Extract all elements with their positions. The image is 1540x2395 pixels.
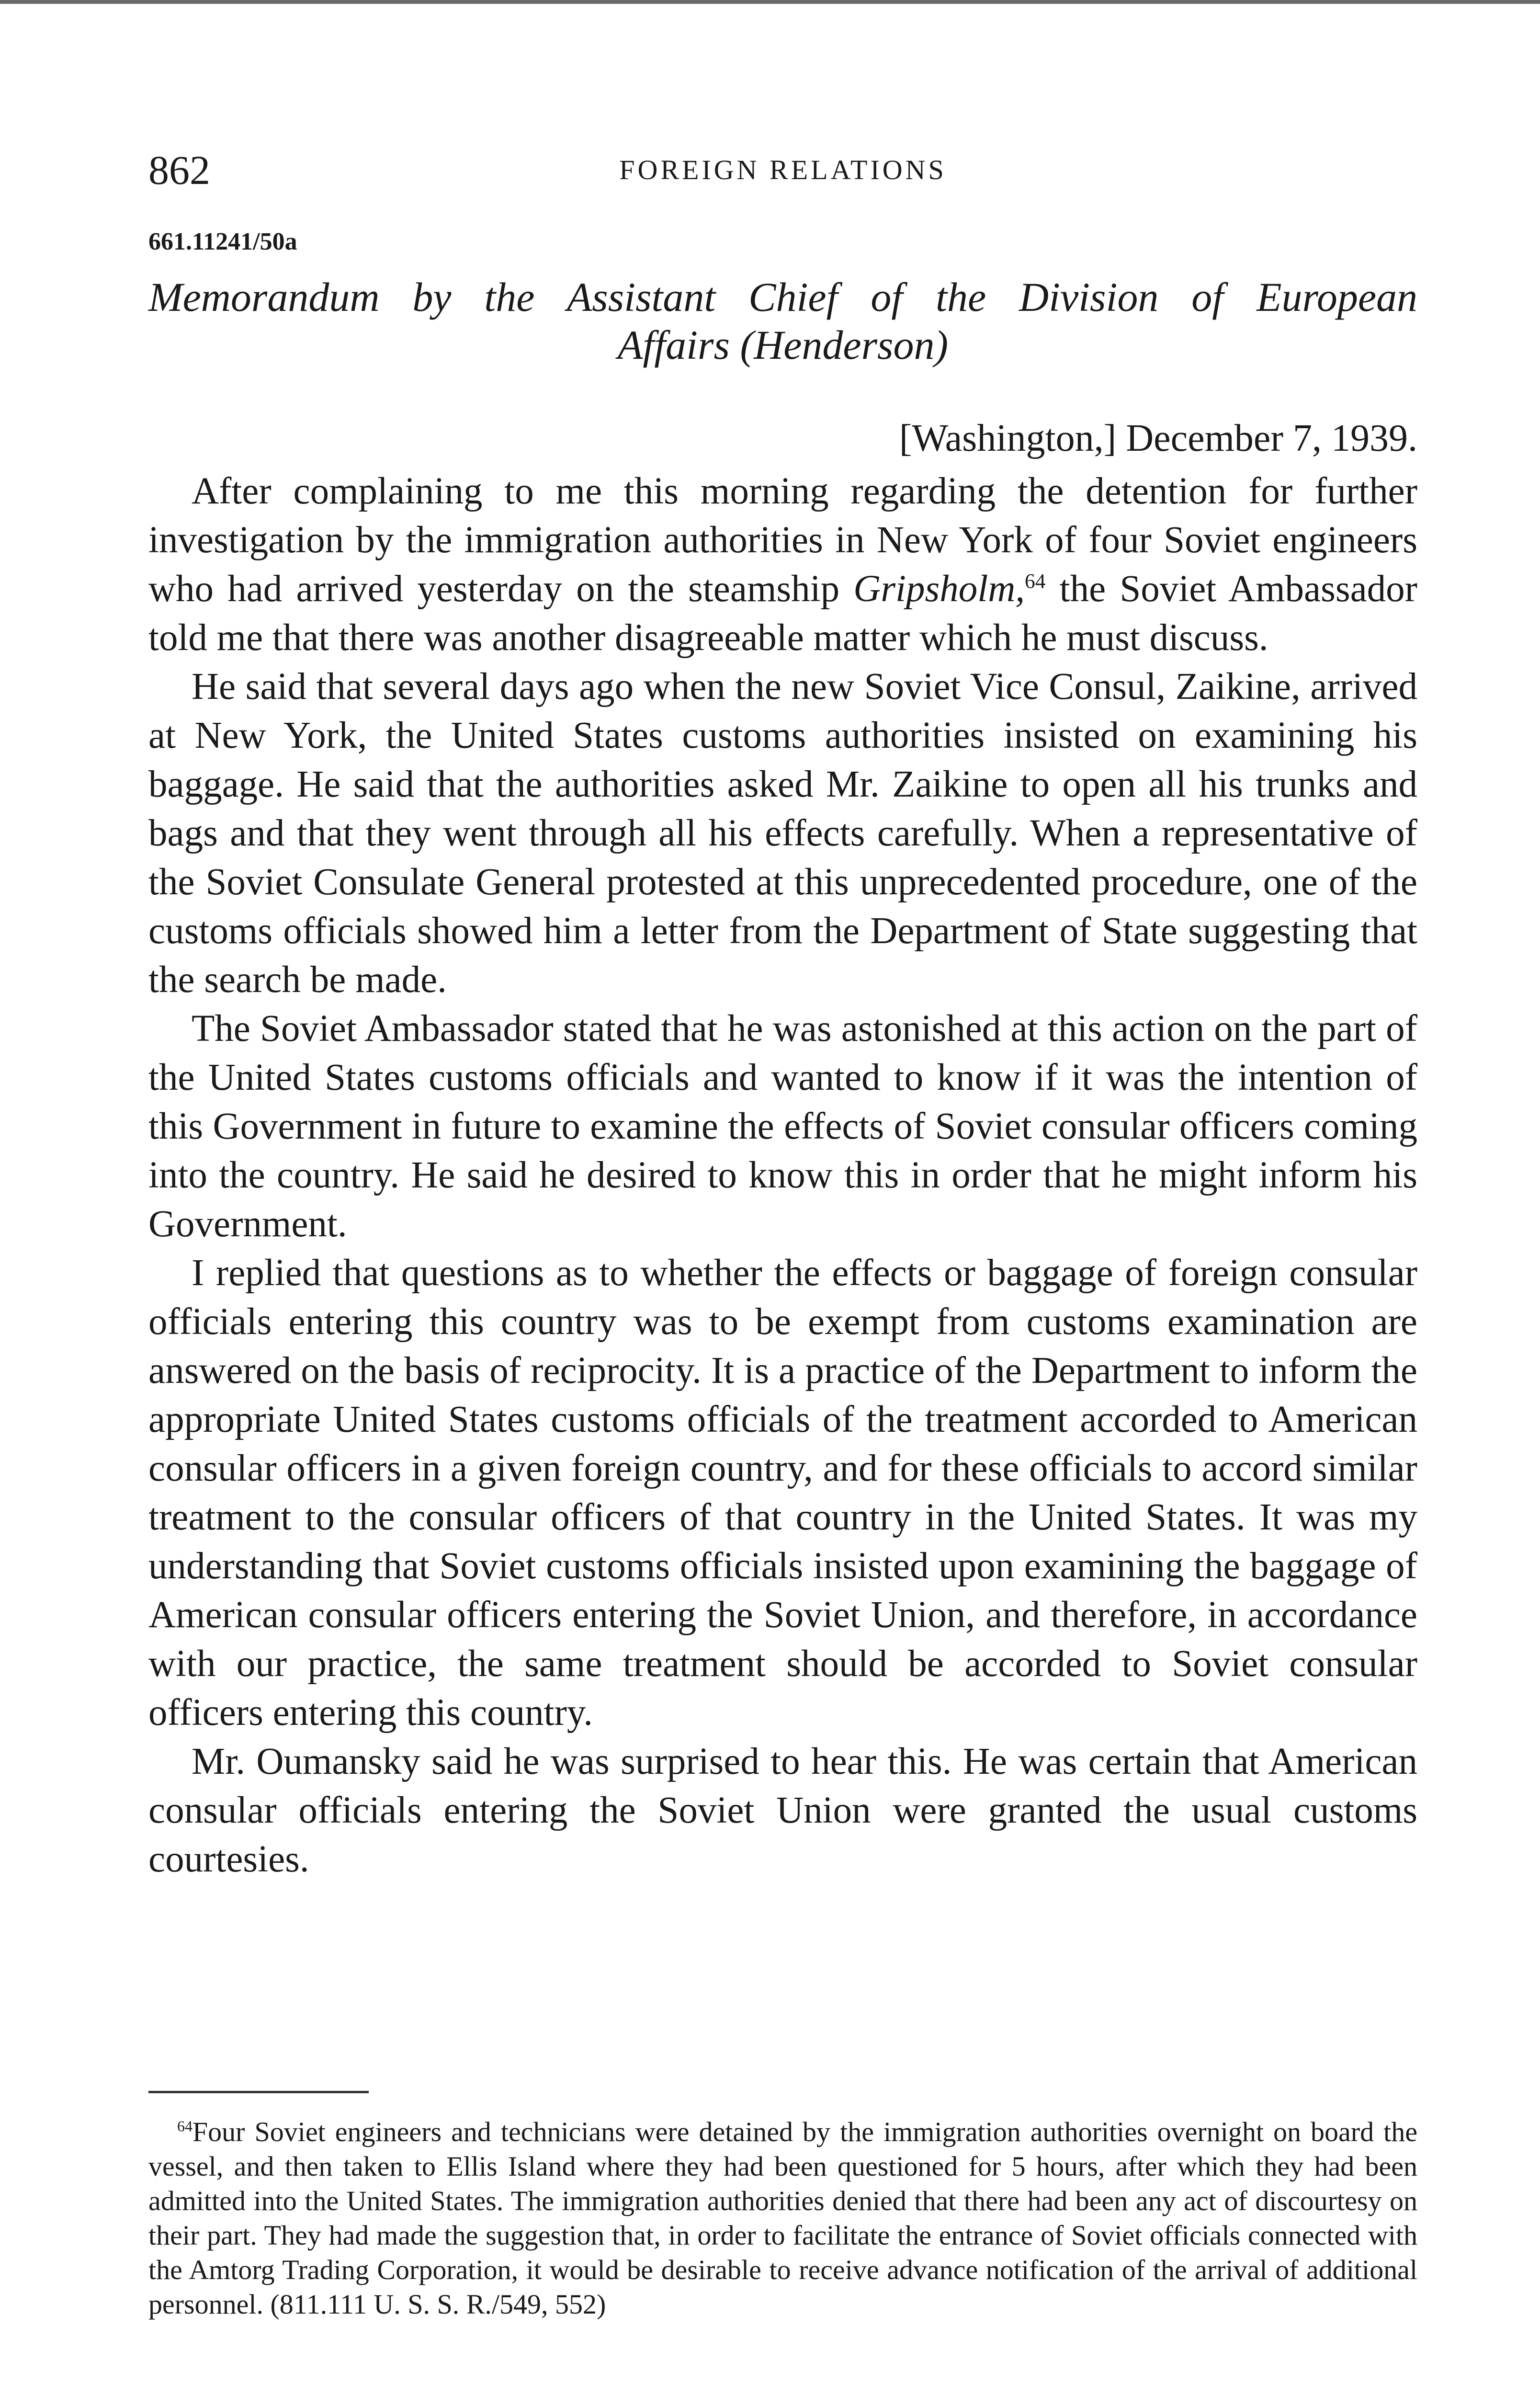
paragraph-1-text-end: the Soviet Ambassador told me that there was another disagreeable matter which he must discuss. <box>148 568 1417 659</box>
page-number: 862 <box>148 147 210 193</box>
page-header <box>148 144 1417 196</box>
dateline: [Washington,] December 7, 1939. <box>899 417 1417 459</box>
file-number: 661.11241/50a <box>148 228 297 255</box>
paragraph-5: Mr. Oumansky said he was surprised to hear this. He was certain that American consular officials entering the Soviet Union were granted the usual customs courtesies. <box>148 1741 1417 1880</box>
paragraph-1-text-start: After complaining to me this morning regarding the detention for further investigation by the immigration authorities in New York of four Soviet engineers who had arrived yesterday on the steamship <box>148 470 1417 610</box>
footnote-divider <box>148 2091 369 2093</box>
ship-name: Gripsholm, <box>853 568 1025 610</box>
paragraph-3: The Soviet Ambassador stated that he was astonished at this action on the part of the United States customs officials and wanted to know if it was the intention of this Government in future to examine the effects of Soviet consular officers coming into the country. He said he desired to know this in order that he might inform his Government. <box>148 1008 1417 1245</box>
memorandum-body <box>148 467 1417 1884</box>
footnote-reference: 64 <box>1025 570 1046 593</box>
scan-top-border <box>0 0 1540 4</box>
running-head: FOREIGN RELATIONS <box>619 154 947 185</box>
paragraph-1 <box>148 467 1417 662</box>
document-title <box>148 273 1417 369</box>
footnote-marker: 64 <box>177 2118 192 2135</box>
footnote <box>148 2115 1417 2322</box>
title-line-2: Affairs (Henderson) <box>617 322 949 368</box>
paragraph-4: I replied that questions as to whether the effects or baggage of foreign consular officials entering this country was to be exempt from customs examination are answered on the basis of reciprocity. It is a practice of the Department to inform the appropriate United States customs officials of the treatment accorded to American consular officers in a given foreign country, and for these officials to accord similar treatment to the consular officers of that country in the United States. It was my understanding that Soviet customs officials insisted upon examining the baggage of American consular officers entering the Soviet Union, and therefore, in accordance with our practice, the same treatment should be accorded to Soviet consular officers entering this country. <box>148 1252 1417 1734</box>
footnote-text: Four Soviet engineers and technicians were detained by the immigration authorities overnight on board the vessel, and then taken to Ellis Island where they had been questioned for 5 hours, after which they had been admitted into the United States. The immigration authorities denied that there had been any act of discourtesy on their part. They had made the suggestion that, in order to facilitate the entrance of Soviet officials connected with the Amtorg Trading Corporation, it would be desirable to receive advance notification of the arrival of additional personnel. (811.111 U. S. S. R./549, 552) <box>148 2116 1417 2320</box>
title-line-1: Memorandum by the Assistant Chief of the Division of European <box>148 274 1417 320</box>
paragraph-2: He said that several days ago when the new Soviet Vice Consul, Zaikine, arrived at New York, the United States customs authorities insisted on examining his baggage. He said that the authorities asked Mr. Zaikine to open all his trunks and bags and that they went through all his effects carefully. When a representative of the Soviet Consulate General protested at this unprecedented procedure, one of the customs officials showed him a letter from the Department of State suggesting that the search be made. <box>148 666 1417 1001</box>
